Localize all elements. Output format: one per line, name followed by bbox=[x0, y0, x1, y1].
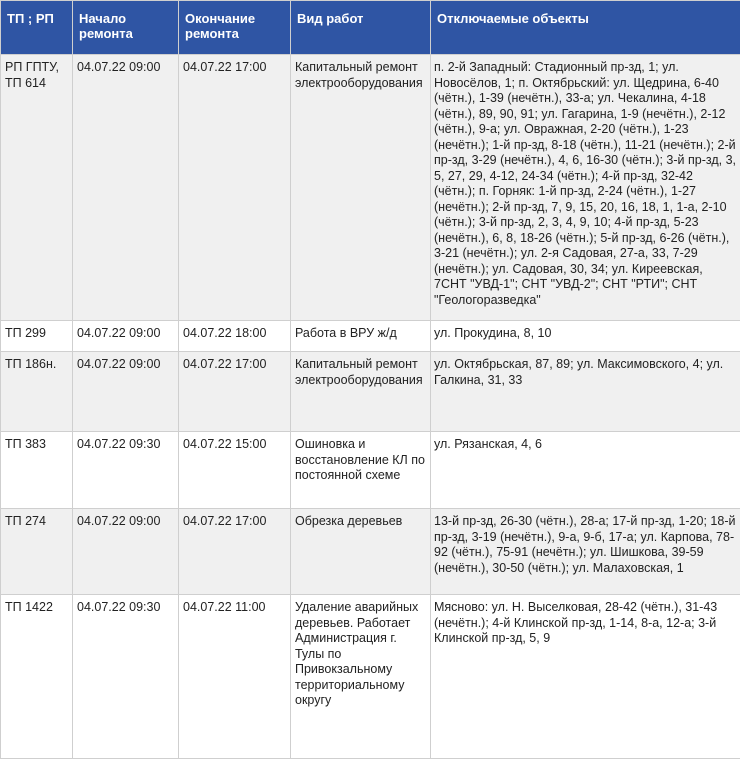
cell-start: 04.07.22 09:00 bbox=[73, 321, 179, 352]
cell-end: 04.07.22 11:00 bbox=[179, 595, 291, 759]
header-tp: ТП ; РП bbox=[1, 1, 73, 55]
table-row bbox=[1, 595, 740, 759]
cell-end: 04.07.22 17:00 bbox=[179, 352, 291, 432]
cell-objects: Мясново: ул. Н. Выселковая, 28-42 (чётн.), 31-43 (нечётн.); 4-й Клинской пр-зд, 1-14, 8-а, 12-а; 3-й Клинской пр-зд, 5, 9 bbox=[431, 595, 740, 759]
cell-end: 04.07.22 15:00 bbox=[179, 432, 291, 509]
table-row bbox=[1, 352, 740, 432]
cell-objects: ул. Рязанская, 4, 6 bbox=[431, 432, 740, 509]
table-row bbox=[1, 432, 740, 509]
cell-start: 04.07.22 09:00 bbox=[73, 352, 179, 432]
cell-work: Удаление аварийных деревьев. Работает Администрация г. Тулы по Привокзальному территориальному округу bbox=[291, 595, 431, 759]
cell-start: 04.07.22 09:30 bbox=[73, 595, 179, 759]
cell-end: 04.07.22 17:00 bbox=[179, 509, 291, 595]
header-end: Окончание ремонта bbox=[179, 1, 291, 55]
cell-objects: ул. Прокудина, 8, 10 bbox=[431, 321, 740, 352]
cell-work: Ошиновка и восстановление КЛ по постоянной схеме bbox=[291, 432, 431, 509]
cell-tp: ТП 1422 bbox=[1, 595, 73, 759]
cell-end: 04.07.22 17:00 bbox=[179, 55, 291, 321]
cell-start: 04.07.22 09:00 bbox=[73, 509, 179, 595]
cell-start: 04.07.22 09:00 bbox=[73, 55, 179, 321]
cell-work: Обрезка деревьев bbox=[291, 509, 431, 595]
header-objects: Отключаемые объекты bbox=[431, 1, 740, 55]
cell-start: 04.07.22 09:30 bbox=[73, 432, 179, 509]
table-row bbox=[1, 55, 740, 321]
cell-objects: 13-й пр-зд, 26-30 (чётн.), 28-а; 17-й пр-зд, 1-20; 18-й пр-зд, 3-19 (нечётн.), 9-а, 9-б, 17-а; ул. Карпова, 78-92 (чётн.), 75-91 (нечётн.); ул. Шишкова, 39-59 (нечётн.), 30-50 (чётн.); ул. Малаховская, 1 bbox=[431, 509, 740, 595]
cell-tp: РП ГПТУ, ТП 614 bbox=[1, 55, 73, 321]
cell-work: Капитальный ремонт электрооборудования bbox=[291, 55, 431, 321]
table-row bbox=[1, 509, 740, 595]
cell-end: 04.07.22 18:00 bbox=[179, 321, 291, 352]
cell-objects: ул. Октябрьская, 87, 89; ул. Максимовского, 4; ул. Галкина, 31, 33 bbox=[431, 352, 740, 432]
table-row bbox=[1, 321, 740, 352]
cell-tp: ТП 186н. bbox=[1, 352, 73, 432]
cell-tp: ТП 274 bbox=[1, 509, 73, 595]
table-header-row bbox=[1, 1, 740, 55]
header-start: Начало ремонта bbox=[73, 1, 179, 55]
header-work: Вид работ bbox=[291, 1, 431, 55]
cell-tp: ТП 383 bbox=[1, 432, 73, 509]
cell-work: Капитальный ремонт электрооборудования bbox=[291, 352, 431, 432]
cell-objects: п. 2-й Западный: Стадионный пр-зд, 1; ул. Новосёлов, 1; п. Октябрьский: ул. Щедрина, 6-40 (чётн.), 1-39 (нечётн.), 33-а; ул. Чекалина, 4-18 (чётн.), 89, 90, 91; ул. Гагарина, 1-9 (нечётн.), 2-12 (чётн.), 9-а; ул. Овражная, 2-20 (чётн.), 1-23 (нечётн.); 1-й пр-зд, 8-18 (чётн.), 11-21 (нечётн.); 2-й пр-зд, 3-29 (нечётн.), 4, 6, 16-30 (чётн.); 3-й пр-зд, 3, 5, 27, 29, 4-12, 24-34 (чётн.); 4-й пр-зд, 32-42 (чётн.); п. Горняк: 1-й пр-зд, 2-24 (чётн.), 1-27 (нечётн.); 2-й пр-зд, 7, 9, 15, 20, 16, 18, 1, 1-а, 2-10 (чётн.); 3-й пр-зд, 2, 3, 4, 9, 10; 4-й пр-зд, 5-23 (нечётн.), 6, 8, 18-26 (чётн.); 5-й пр-зд, 6-26 (чётн.), 3-21 (нечётн.); ул. 2-я Садовая, 27-а, 33, 7-29 (нечётн.); ул. Садовая, 30, 34; ул. Киреевская, 7СНТ "УВД-1"; СНТ "УВД-2"; СНТ "РТИ"; СНТ "Геологоразведка" bbox=[431, 55, 740, 321]
cell-work: Работа в ВРУ ж/д bbox=[291, 321, 431, 352]
cell-tp: ТП 299 bbox=[1, 321, 73, 352]
